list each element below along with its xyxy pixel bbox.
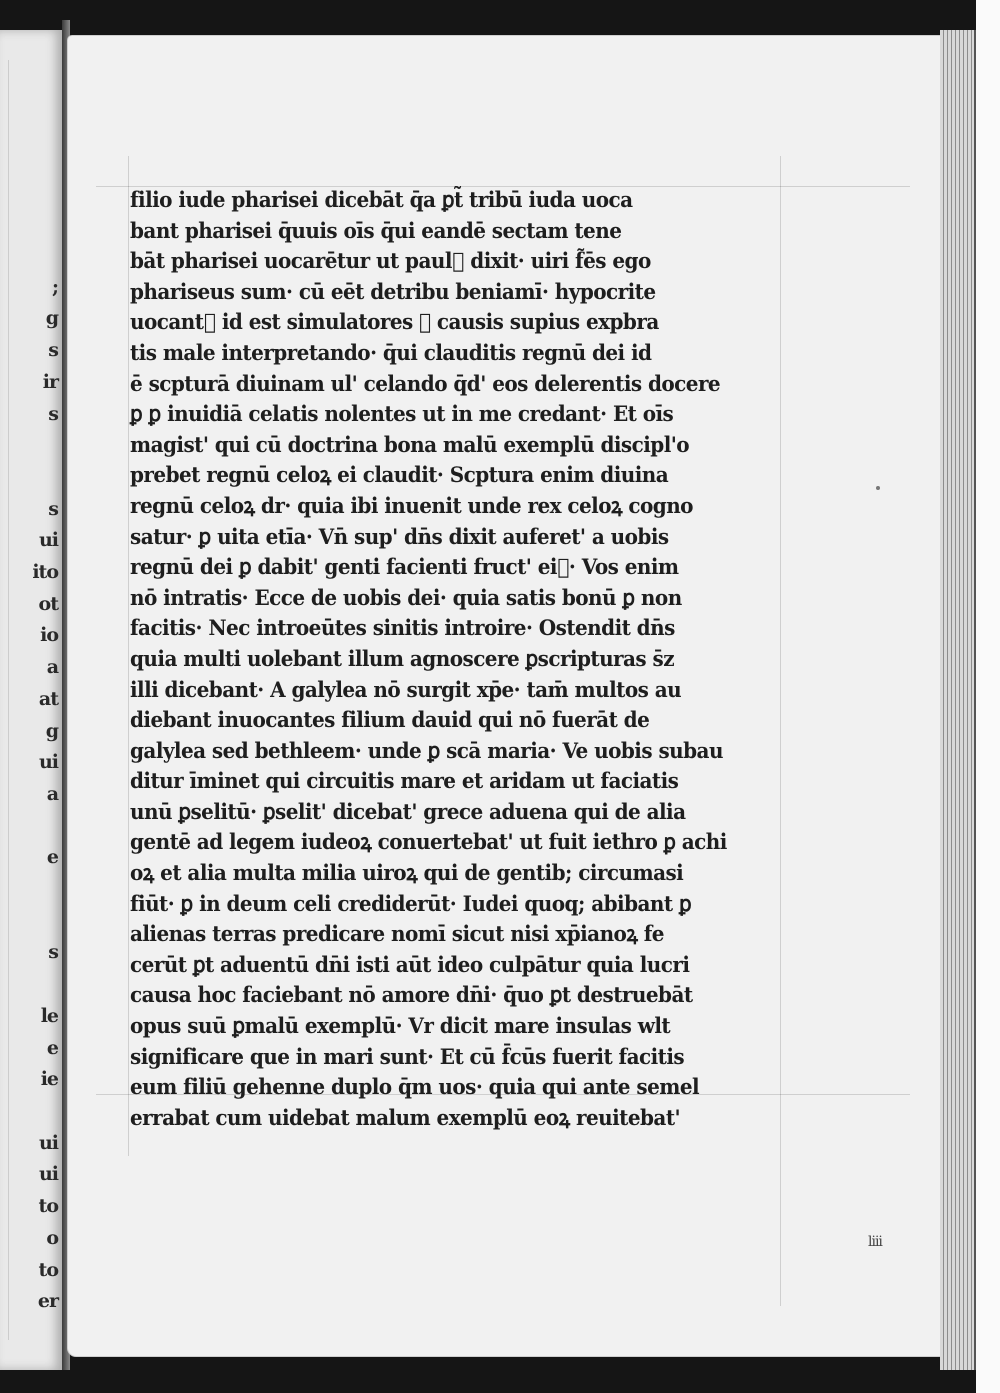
facing-page-fragment: s bbox=[48, 941, 58, 964]
manuscript-line: bant pharisei q̄uuis oīs q̄ui eandē sectam tene bbox=[130, 218, 622, 244]
manuscript-line: errabat cum uidebat malum exemplū eoꝝ reuitebat' bbox=[130, 1105, 681, 1131]
manuscript-line: unū ꝑselitū· ꝑselit' dicebat' grece aduena qui de alia bbox=[130, 799, 686, 825]
manuscript-line: regnū celoꝝ dr· quia ibi inuenit unde rex celoꝝ cogno bbox=[130, 493, 693, 519]
manuscript-line: oꝝ et alia multa milia uiroꝝ qui de gentib; circumasi bbox=[130, 861, 684, 887]
manuscript-line: tis male interpretando· q̄ui clauditis regnū dei id bbox=[130, 340, 652, 366]
ruling-line-left bbox=[128, 156, 129, 1156]
facing-page-fragment: ir bbox=[42, 370, 58, 393]
facing-page-fragment: to bbox=[38, 1258, 58, 1281]
page-edges-stack bbox=[940, 30, 976, 1370]
facing-page-fragment: o bbox=[46, 1226, 58, 1249]
manuscript-line: alienas terras predicare nomī sicut nisi xp̄ianoꝝ fe bbox=[130, 922, 664, 948]
manuscript-line: opus suū ꝑmalū exemplū· Vr dicit mare insulas wlt bbox=[130, 1014, 671, 1040]
facing-page-fragment: ui bbox=[38, 751, 58, 774]
facing-page-fragment: a bbox=[46, 656, 58, 679]
facing-page-fragment: ito bbox=[32, 561, 58, 584]
facing-page-fragment: g bbox=[45, 719, 58, 742]
facing-page-fragment bbox=[52, 462, 58, 494]
facing-page-fragment bbox=[52, 874, 58, 906]
facing-page-fragment: at bbox=[38, 687, 58, 710]
manuscript-line: nō intratis· Ecce de uobis dei· quia satis bonū ꝑ non bbox=[130, 585, 682, 611]
facing-page-fragment: e bbox=[46, 846, 58, 869]
manuscript-line: quia multi uolebant illum agnoscere ꝑscripturas s̄z bbox=[130, 646, 675, 672]
manuscript-line: illi dicebant· A galylea nō surgit xp̄e· tam̄ multos au bbox=[130, 677, 682, 703]
manuscript-line: causa hoc faciebant nō amore dn̄i· q̄uo ꝑt destruebāt bbox=[130, 983, 693, 1009]
facing-page-fragment: g bbox=[45, 307, 58, 330]
facing-page-fragment bbox=[52, 969, 58, 1001]
manuscript-line: ē scpturā diuinam ul' celando q̄d' eos delerentis docere bbox=[130, 371, 721, 397]
manuscript-line: diebant inuocantes filium dauid qui nō fuerāt de bbox=[130, 708, 650, 734]
folio-number: liii bbox=[868, 1234, 882, 1250]
facing-page-fragment: s bbox=[48, 497, 58, 520]
manuscript-line: bāt pharisei uocarētur ut paul᷒ dixit· uiri f̃ēs ego bbox=[130, 249, 651, 275]
facing-page-fragment: ot bbox=[38, 592, 58, 615]
facing-page-fragment bbox=[52, 240, 58, 272]
facing-page-fragment: s bbox=[48, 339, 58, 362]
facing-page-fragment: a bbox=[46, 782, 58, 805]
facing-page-fragment: ie bbox=[40, 1068, 58, 1091]
facing-page-fragment: ui bbox=[38, 529, 58, 552]
manuscript-line: ditur īminet qui circuitis mare et aridam ut faciatis bbox=[130, 769, 679, 795]
manuscript-line: galylea sed bethleem· unde ꝑ scā maria· Ve uobis subau bbox=[130, 738, 723, 764]
manuscript-line: regnū dei ꝑ dabit' genti facienti fruct' ei᷒· Vos enim bbox=[130, 555, 679, 581]
manuscript-line: fiūt· ꝑ in deum celi crediderūt· Iudei quoq; abibant ꝑ bbox=[130, 891, 692, 917]
facing-page-text-fragments bbox=[32, 240, 58, 1318]
manuscript-page bbox=[68, 36, 950, 1356]
manuscript-line: facitis· Nec introeūtes sinitis introire· Ostendit dn̄s bbox=[130, 616, 675, 642]
facing-page-left bbox=[0, 30, 64, 1370]
manuscript-line: satur· ꝑ uita etīa· Vn̄ sup' dn̄s dixit auferet' a uobis bbox=[130, 524, 669, 550]
manuscript-text-block bbox=[130, 186, 850, 1134]
manuscript-line: filio iude pharisei dicebāt q̄a ꝑt̃ tribū iuda uoca bbox=[130, 188, 633, 213]
ruling-line bbox=[8, 60, 9, 1340]
manuscript-line: prebet regnū celoꝝ ei claudit· Scptura enim diuina bbox=[130, 463, 669, 489]
facing-page-fragment bbox=[52, 430, 58, 462]
manuscript-line: gentē ad legem iudeoꝝ conuertebat' ut fuit iethro ꝑ achi bbox=[130, 830, 727, 856]
manuscript-line: eum filiū gehenne duplo q̄m uos· quia qui ante semel bbox=[130, 1075, 700, 1101]
facing-page-fragment: er bbox=[37, 1290, 58, 1313]
manuscript-line: significare que in mari sunt· Et cū f̄cūs fuerit facitis bbox=[130, 1044, 685, 1070]
facing-page-fragment bbox=[52, 1096, 58, 1128]
facing-page-fragment: le bbox=[40, 1004, 58, 1027]
scan-border bbox=[976, 0, 1000, 1393]
pencil-dot bbox=[876, 486, 880, 490]
facing-page-fragment: io bbox=[40, 624, 58, 647]
manuscript-line: cerūt ꝑt aduentū dn̄i isti aūt ideo culpātur quia lucri bbox=[130, 952, 690, 978]
facing-page-fragment: to bbox=[38, 1195, 58, 1218]
manuscript-line: ꝑ ꝑ inuidiā celatis nolentes ut in me credant· Et oīs bbox=[130, 402, 674, 428]
manuscript-line: phariseus sum· cū eēt detribu beniamī· hypocrite bbox=[130, 279, 656, 305]
facing-page-fragment: s bbox=[48, 402, 58, 425]
facing-page-fragment: ui bbox=[38, 1163, 58, 1186]
facing-page-fragment: e bbox=[46, 1036, 58, 1059]
facing-page-fragment: ; bbox=[51, 275, 58, 298]
manuscript-line: uocant᷒ id est simulatores ꝑ causis supius expbra bbox=[130, 310, 659, 336]
facing-page-fragment bbox=[52, 906, 58, 938]
facing-page-fragment bbox=[52, 811, 58, 843]
manuscript-line: magist' qui cū doctrina bona malū exemplū discipl'o bbox=[130, 432, 690, 458]
facing-page-fragment: ui bbox=[38, 1131, 58, 1154]
